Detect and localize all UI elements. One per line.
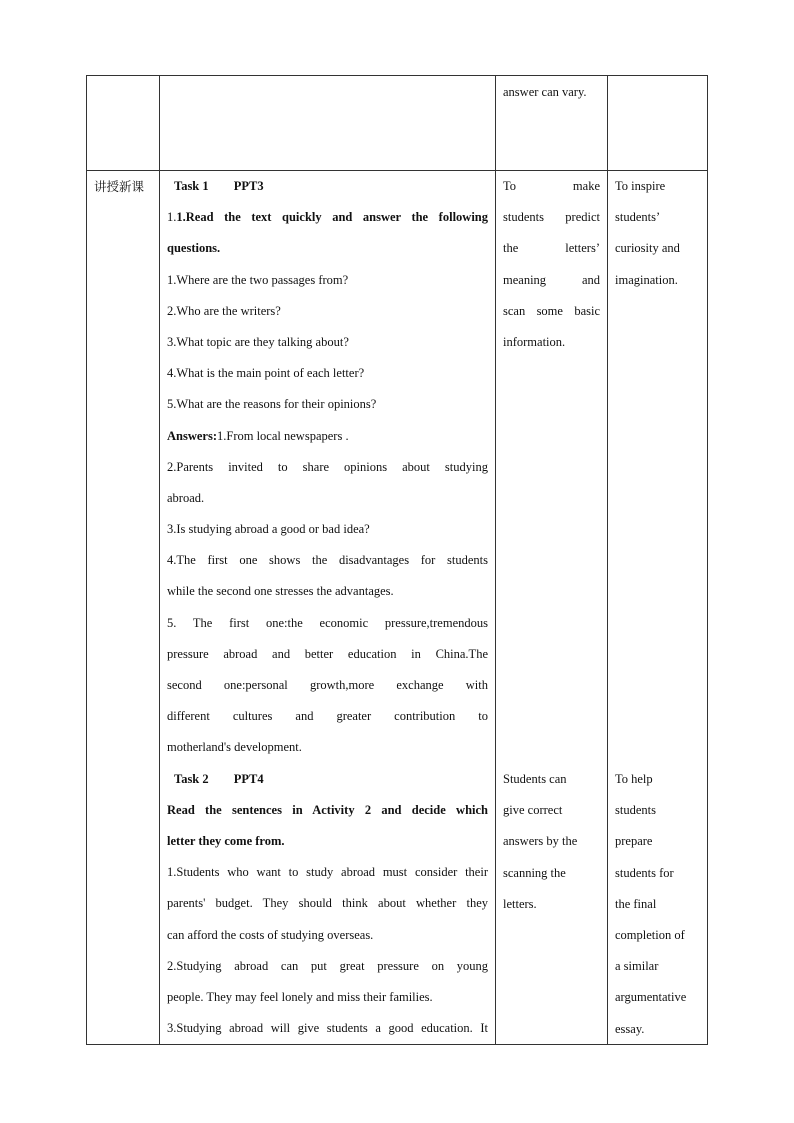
task2-heading: Task 2 (174, 771, 209, 786)
activity-line: information. (503, 334, 566, 349)
answer-line: different cultures and greater contribution to (167, 709, 488, 724)
purpose-line: students for (615, 865, 674, 880)
table-border-right (707, 75, 708, 1045)
activity-line: scan some basic (503, 303, 600, 318)
purpose-line: prepare (615, 834, 653, 849)
activity-line: letters. (503, 896, 537, 911)
table-border-left (86, 75, 87, 1045)
purpose-line: curiosity and (615, 241, 680, 256)
purpose-line: a similar (615, 959, 659, 974)
question: 4.What is the main point of each letter? (167, 366, 365, 381)
answer-line: while the second one stresses the advantages. (167, 584, 394, 599)
table-border-top (86, 75, 708, 76)
answer-line: 5. The first one:the economic pressure,tremendous (167, 615, 488, 630)
task2-line: people. They may feel lonely and miss their families. (167, 989, 433, 1004)
task1-heading: Task 1 (174, 179, 209, 193)
task2-line: parents' budget. They should think about whether they (167, 896, 488, 911)
stage-cell (94, 171, 156, 202)
task2-purpose-cell (615, 764, 703, 1045)
table-divider-2 (495, 75, 496, 1045)
task1-instruction-text: 1.Read the text quickly and answer the following (176, 210, 488, 225)
question: 2.Who are the writers? (167, 303, 281, 318)
task1-instruction-2: questions. (167, 241, 221, 256)
activity-line: Students can (503, 772, 567, 786)
task2-line: can afford the costs of studying overseas. (167, 927, 374, 942)
activity-line: give correct (503, 803, 563, 818)
task1-activity-cell (503, 171, 600, 358)
activity-line: students predict (503, 210, 600, 225)
purpose-line: To help (615, 772, 653, 786)
task1-purpose-cell (615, 171, 703, 296)
stage-label: 讲授新课 (94, 179, 145, 194)
question: 3.What topic are they talking about? (167, 334, 349, 349)
task2-line: 2.Studying abroad can put great pressure on young (167, 958, 488, 973)
content-cell (167, 171, 488, 1044)
activity-line: meaning and (503, 272, 600, 287)
row1-purpose-text: answer can vary. (503, 85, 587, 99)
activity-line: the letters’ (503, 241, 600, 256)
table-divider-1 (159, 75, 160, 1045)
answer-line: 4.The first one shows the disadvantages for students (167, 553, 488, 568)
answer-1: 1.From local newspapers . (217, 428, 349, 443)
question: 5.What are the reasons for their opinions? (167, 397, 377, 412)
purpose-line: the final (615, 896, 657, 911)
task1-instruction-1: 1.1.Read the text quickly and answer the following (167, 210, 488, 225)
purpose-line: essay. (615, 1021, 645, 1036)
task1-ppt: PPT3 (233, 179, 264, 193)
answer-line: 3.Is studying abroad a good or bad idea? (167, 522, 370, 537)
task2-instruction-1: Read the sentences in Activity 2 and decide which (167, 802, 488, 817)
answer-line: 2.Parents invited to share opinions about studying (167, 459, 488, 474)
purpose-line: imagination. (615, 272, 678, 287)
activity-line: answers by the (503, 834, 578, 849)
task2-line: 1.Students who want to study abroad must consider their (167, 865, 488, 880)
answer-line: pressure abroad and better education in China.The (167, 646, 488, 661)
task2-ppt: PPT4 (233, 771, 264, 786)
task2-header (167, 764, 488, 795)
task1-header (167, 171, 488, 202)
answer-line: second one:personal growth,more exchange with (167, 678, 488, 692)
answer-line: motherland's development. (167, 740, 302, 755)
activity-line: To make (503, 179, 600, 193)
question: 1.Where are the two passages from? (167, 272, 349, 287)
table-divider-3 (607, 75, 608, 1045)
activity-line: scanning the (503, 865, 566, 880)
task2-instruction-2: letter they come from. (167, 833, 285, 848)
row1-purpose-cell (503, 77, 603, 108)
purpose-line: argumentative (615, 990, 687, 1005)
purpose-line: students (615, 803, 656, 818)
answers-line (167, 421, 488, 452)
purpose-line: completion of (615, 927, 685, 942)
purpose-line: To inspire (615, 179, 666, 193)
task2-line: 3.Studying abroad will give students a good education. It (167, 1021, 488, 1036)
purpose-line: students’ (615, 210, 661, 225)
answers-label: Answers: (167, 428, 217, 443)
task2-activity-cell (503, 764, 600, 920)
answer-line: abroad. (167, 490, 205, 505)
